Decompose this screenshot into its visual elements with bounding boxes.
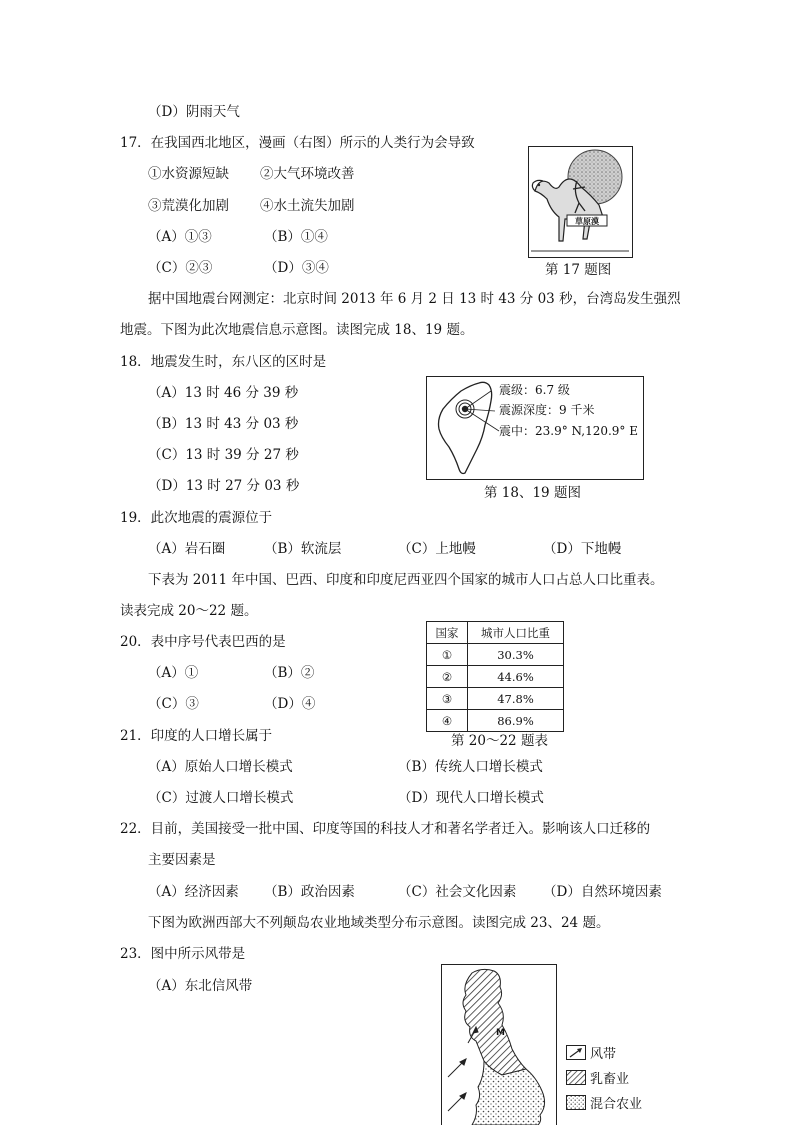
q18-option-d: （D）13 时 27 分 03 秒 [148, 478, 300, 494]
q17-option-d: （D）③④ [264, 260, 329, 276]
legend-wind-belt [566, 1043, 616, 1062]
britain-agriculture-map [441, 964, 557, 1125]
dairy-legend-swatch [566, 1070, 586, 1085]
q18-option-c: （C）13 时 39 分 27 秒 [148, 447, 299, 463]
legend-mixed-farming [566, 1093, 642, 1112]
table-row [427, 644, 564, 666]
q21-stem: 21．印度的人口增长属于 [120, 728, 273, 744]
focal-depth-label: 震源深度：9 千米 [499, 403, 595, 417]
legend-dairy [566, 1068, 629, 1087]
q22-option-a: （A）经济因素 [148, 884, 239, 900]
table-header-urban-share: 城市人口比重 [468, 622, 564, 644]
q20-stem: 20．表中序号代表巴西的是 [120, 634, 286, 650]
legend-dairy-label: 乳畜业 [590, 1072, 630, 1087]
table-cell-country: ④ [427, 710, 468, 732]
cartoon-sign-text: 草原漠 [575, 217, 599, 226]
table-cell-value: 44.6% [468, 666, 564, 688]
britain-map-drawing [442, 965, 556, 1125]
q17-option-b: （B）①④ [264, 229, 328, 245]
q18-stem: 18．地震发生时，东八区的区时是 [120, 354, 327, 370]
q17-option-c: （C）②③ [148, 260, 213, 276]
table-cell-value: 86.9% [468, 710, 564, 732]
q17-cartoon-figure [528, 146, 633, 258]
q16-option-d: （D）阴雨天气 [148, 104, 240, 120]
wind-belt-legend-icon [566, 1045, 586, 1060]
table-cell-value: 47.8% [468, 688, 564, 710]
q22-stem-line-2: 主要因素是 [148, 852, 216, 868]
q23-stem: 23．图中所示风带是 [120, 946, 246, 962]
q19-option-c: （C）上地幔 [398, 541, 476, 557]
q17-item-4: ④水土流失加剧 [260, 198, 355, 214]
table-cell-value: 30.3% [468, 644, 564, 666]
urban-population-table [426, 621, 564, 732]
magnitude-label: 震级：6.7 级 [499, 383, 570, 397]
table-cell-country: ③ [427, 688, 468, 710]
q20-intro-line-2: 读表完成 20～22 题。 [120, 603, 258, 619]
q17-stem: 17．在我国西北地区，漫画（右图）所示的人类行为会导致 [120, 135, 475, 151]
q20-intro-line-1: 下表为 2011 年中国、巴西、印度和印度尼西亚四个国家的城市人口占总人口比重表。 [148, 572, 664, 588]
table-row [427, 688, 564, 710]
epicenter-label: 震中：23.9° N,120.9° E [499, 424, 639, 438]
q20-option-d: （D）④ [264, 696, 316, 712]
q22-stem-line-1: 22．目前，美国接受一批中国、印度等国的科技人才和著名学者迁入。影响该人口迁移的 [120, 821, 651, 837]
q20-table-caption: 第 20～22 题表 [451, 733, 548, 749]
q19-stem: 19．此次地震的震源位于 [120, 510, 273, 526]
q23-option-a: （A）东北信风带 [148, 978, 253, 994]
table-cell-country: ② [427, 666, 468, 688]
table-header-country: 国家 [427, 622, 468, 644]
legend-mixed-farming-label: 混合农业 [590, 1097, 643, 1112]
q17-option-a: （A）①③ [148, 229, 212, 245]
q18-intro-line-1: 据中国地震台网测定：北京时间 2013 年 6 月 2 日 13 时 43 分 03 秒，台湾岛发生强烈 [148, 291, 681, 307]
q21-option-b: （B）传统人口增长模式 [398, 759, 543, 775]
q17-item-2: ②大气环境改善 [260, 166, 355, 182]
q22-option-c: （C）社会文化因素 [398, 884, 517, 900]
earthquake-info-figure [426, 376, 644, 480]
q17-item-3: ③荒漠化加剧 [148, 198, 229, 214]
q21-option-a: （A）原始人口增长模式 [148, 759, 293, 775]
table-cell-country: ① [427, 644, 468, 666]
q20-option-a: （A）① [148, 665, 199, 681]
q20-option-c: （C）③ [148, 696, 199, 712]
q19-option-d: （D）下地幔 [543, 541, 622, 557]
legend-wind-belt-label: 风带 [590, 1047, 617, 1062]
q18-option-b: （B）13 时 43 分 03 秒 [148, 416, 299, 432]
q18-option-a: （A）13 时 46 分 39 秒 [148, 385, 299, 401]
q17-item-1: ①水资源短缺 [148, 166, 229, 182]
q18-intro-line-2: 地震。下图为此次地震信息示意图。读图完成 18、19 题。 [120, 322, 474, 338]
q18-figure-caption: 第 18、19 题图 [484, 485, 581, 501]
q22-option-b: （B）政治因素 [264, 884, 355, 900]
q19-option-a: （A）岩石圈 [148, 541, 226, 557]
map-label-m: M [496, 1028, 505, 1038]
mixed-farming-legend-swatch [566, 1095, 586, 1110]
q17-figure-caption: 第 17 题图 [545, 262, 612, 278]
q21-option-c: （C）过渡人口增长模式 [148, 790, 294, 806]
q19-option-b: （B）软流层 [264, 541, 342, 557]
q21-option-d: （D）现代人口增长模式 [398, 790, 544, 806]
table-row [427, 666, 564, 688]
q22-option-d: （D）自然环境因素 [543, 884, 662, 900]
q23-intro: 下图为欧洲西部大不列颠岛农业地域类型分布示意图。读图完成 23、24 题。 [148, 915, 610, 931]
q20-option-b: （B）② [264, 665, 315, 681]
camel-cartoon-illustration [529, 147, 632, 257]
